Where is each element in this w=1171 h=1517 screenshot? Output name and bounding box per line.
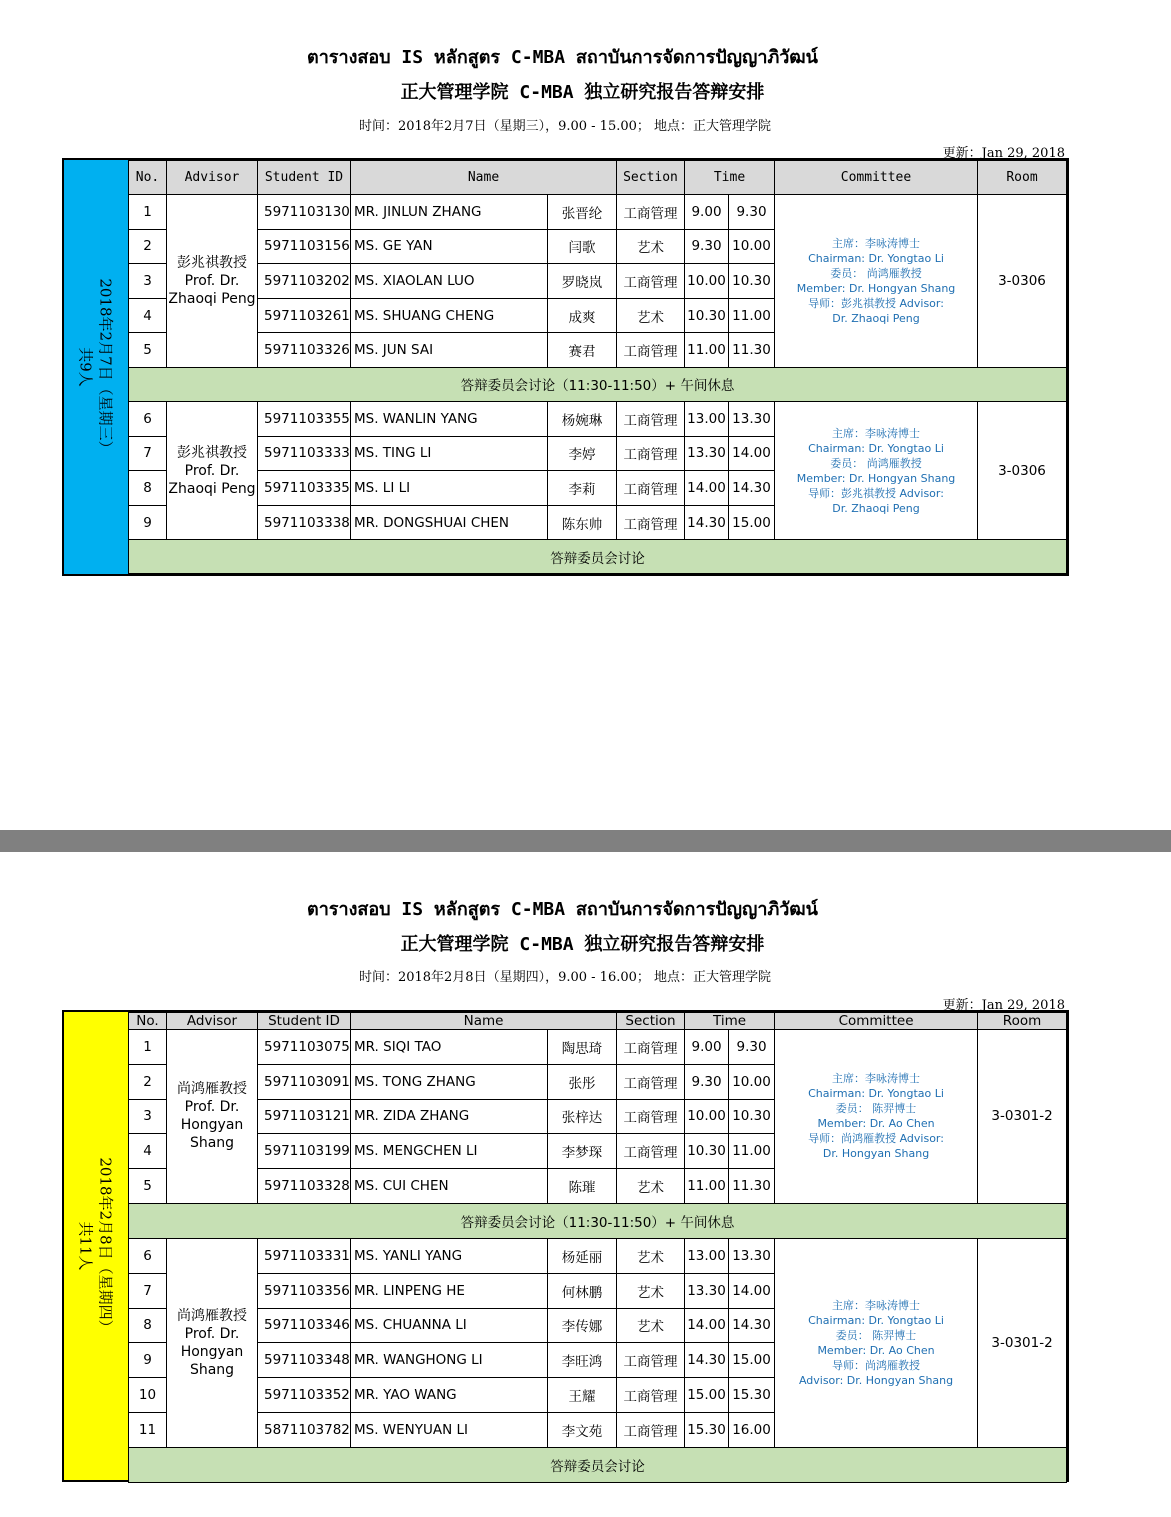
student-chinese-name: 何林鹏 [548, 1273, 617, 1308]
student-id: 5971103121 [258, 1099, 351, 1134]
student-name: MS. CUI CHEN [351, 1169, 548, 1204]
page-title-chinese: 正大管理学院 C-MBA 独立研究报告答辩安排 [400, 82, 765, 103]
header-section: Section [617, 161, 685, 195]
student-id: 5971103356 [258, 1273, 351, 1308]
break-row [129, 367, 1067, 401]
row-number: 9 [129, 505, 167, 540]
date-band [64, 1012, 128, 1480]
time-start: 14.30 [685, 1343, 729, 1378]
header-no: No. [129, 1013, 167, 1030]
student-chinese-name: 李莉 [548, 471, 617, 506]
time-end: 15.00 [729, 505, 775, 540]
student-name: MR. ZIDA ZHANG [351, 1099, 548, 1134]
student-chinese-name: 李文苑 [548, 1412, 617, 1447]
date-band-count: 共11人 [77, 1221, 96, 1271]
header-student-id: Student ID [258, 1013, 351, 1030]
advisor-cell: 彭兆祺教授 Prof. Dr. Zhaoqi Peng [167, 195, 258, 368]
student-name: MS. WENYUAN LI [351, 1412, 548, 1447]
student-chinese-name: 赛君 [548, 333, 617, 368]
row-number: 3 [129, 1099, 167, 1134]
time-start: 13.00 [685, 401, 729, 436]
page-subtitle: 时间：2018年2月7日（星期三），9.00 - 15.00； 地点：正大管理学院 [358, 119, 772, 134]
header-advisor: Advisor [167, 1013, 258, 1030]
student-id: 5971103326 [258, 333, 351, 368]
student-id: 5971103328 [258, 1169, 351, 1204]
student-chinese-name: 杨延丽 [548, 1238, 617, 1273]
header-name: Name [351, 161, 617, 195]
committee-cell: 主席：李咏涛博士 Chairman: Dr. Yongtao Li 委员： 陈羿博士 Member: Dr. Ao Chen 导师：尚鸿雁教授 Advisor: Dr. Hongyan Shang [775, 1238, 978, 1447]
student-chinese-name: 李婷 [548, 436, 617, 471]
row-number: 2 [129, 1064, 167, 1099]
student-id: 5971103202 [258, 264, 351, 299]
time-start: 10.30 [685, 298, 729, 333]
student-id: 5971103333 [258, 436, 351, 471]
header-time: Time [685, 1013, 775, 1030]
time-start: 10.00 [685, 1099, 729, 1134]
advisor-cell: 彭兆祺教授 Prof. Dr. Zhaoqi Peng [167, 401, 258, 539]
section: 工商管理 [617, 333, 685, 368]
table-row [129, 195, 1067, 230]
student-name: MR. SIQI TAO [351, 1030, 548, 1065]
time-end: 16.00 [729, 1412, 775, 1447]
schedule-table-frame [62, 158, 1069, 576]
student-id: 5971103348 [258, 1343, 351, 1378]
schedule-table [128, 1012, 1067, 1483]
student-id: 5971103261 [258, 298, 351, 333]
date-band-date: 2018年2月7日（星期三） [97, 278, 116, 456]
student-name: MR. DONGSHUAI CHEN [351, 505, 548, 540]
room-cell: 3-0301-2 [978, 1030, 1067, 1204]
page-subtitle: 时间：2018年2月8日（星期四），9.00 - 16.00； 地点：正大管理学院 [358, 970, 772, 985]
student-name: MS. TING LI [351, 436, 548, 471]
student-chinese-name: 王耀 [548, 1378, 617, 1413]
committee-cell: 主席：李咏涛博士 Chairman: Dr. Yongtao Li 委员： 陈羿博士 Member: Dr. Ao Chen 导师：尚鸿雁教授 Advisor: Dr. Hongyan Shang [775, 1030, 978, 1204]
advisor-cell: 尚鸿雁教授 Prof. Dr. Hongyan Shang [167, 1030, 258, 1204]
time-end: 11.30 [729, 333, 775, 368]
time-end: 15.30 [729, 1378, 775, 1413]
time-start: 11.00 [685, 333, 729, 368]
section: 工商管理 [617, 505, 685, 540]
time-end: 13.30 [729, 401, 775, 436]
table-row [129, 1238, 1067, 1273]
student-id: 5971103346 [258, 1308, 351, 1343]
student-name: MS. LI LI [351, 471, 548, 506]
advisor-cell: 尚鸿雁教授 Prof. Dr. Hongyan Shang [167, 1238, 258, 1447]
header-name: Name [351, 1013, 617, 1030]
row-number: 2 [129, 229, 167, 264]
time-end: 9.30 [729, 195, 775, 230]
time-end: 10.30 [729, 1099, 775, 1134]
time-end: 10.00 [729, 229, 775, 264]
break-label: 答辩委员会讨论（11:30-11:50）+ 午间休息 [129, 367, 1067, 401]
section: 艺术 [617, 1308, 685, 1343]
student-name: MS. TONG ZHANG [351, 1064, 548, 1099]
page-separator [0, 830, 1171, 852]
row-number: 1 [129, 195, 167, 230]
student-id: 5971103130 [258, 195, 351, 230]
time-start: 13.30 [685, 436, 729, 471]
row-number: 5 [129, 333, 167, 368]
student-id: 5971103199 [258, 1134, 351, 1169]
section: 工商管理 [617, 1343, 685, 1378]
student-name: MS. CHUANNA LI [351, 1308, 548, 1343]
time-start: 14.30 [685, 505, 729, 540]
section: 工商管理 [617, 195, 685, 230]
time-start: 9.30 [685, 229, 729, 264]
section: 艺术 [617, 1238, 685, 1273]
student-chinese-name: 陈璀 [548, 1169, 617, 1204]
student-name: MR. WANGHONG LI [351, 1343, 548, 1378]
header-no: No. [129, 161, 167, 195]
row-number: 4 [129, 1134, 167, 1169]
section: 工商管理 [617, 401, 685, 436]
header-committee: Committee [775, 1013, 978, 1030]
break-label: 答辩委员会讨论（11:30-11:50）+ 午间休息 [129, 1203, 1067, 1238]
section: 艺术 [617, 1169, 685, 1204]
section: 工商管理 [617, 1030, 685, 1065]
time-start: 15.00 [685, 1378, 729, 1413]
date-band-count: 共9人 [77, 347, 96, 387]
header-committee: Committee [775, 161, 978, 195]
row-number: 8 [129, 1308, 167, 1343]
student-chinese-name: 罗晓岚 [548, 264, 617, 299]
time-end: 10.30 [729, 264, 775, 299]
row-number: 11 [129, 1412, 167, 1447]
student-chinese-name: 张梓达 [548, 1099, 617, 1134]
schedule-table-frame [62, 1010, 1069, 1482]
student-chinese-name: 杨婉琳 [548, 401, 617, 436]
student-id: 5971103075 [258, 1030, 351, 1065]
student-name: MS. XIAOLAN LUO [351, 264, 548, 299]
updated-date: 更新：Jan 29, 2018 [942, 998, 1065, 1013]
row-number: 8 [129, 471, 167, 506]
room-cell: 3-0301-2 [978, 1238, 1067, 1447]
time-end: 9.30 [729, 1030, 775, 1065]
row-number: 6 [129, 1238, 167, 1273]
date-band-text [76, 278, 116, 455]
student-id: 5871103782 [258, 1412, 351, 1447]
student-id: 5971103335 [258, 471, 351, 506]
section: 工商管理 [617, 1134, 685, 1169]
student-chinese-name: 陈东帅 [548, 505, 617, 540]
break-label: 答辩委员会讨论 [129, 540, 1067, 574]
time-end: 11.30 [729, 1169, 775, 1204]
time-end: 11.00 [729, 1134, 775, 1169]
time-start: 13.00 [685, 1238, 729, 1273]
student-id: 5971103352 [258, 1378, 351, 1413]
time-start: 14.00 [685, 1308, 729, 1343]
header-section: Section [617, 1013, 685, 1030]
student-name: MS. MENGCHEN LI [351, 1134, 548, 1169]
date-band-text [76, 1157, 116, 1334]
schedule-table [128, 160, 1067, 574]
updated-date: 更新：Jan 29, 2018 [942, 146, 1065, 161]
student-chinese-name: 李梦琛 [548, 1134, 617, 1169]
section: 工商管理 [617, 436, 685, 471]
section: 工商管理 [617, 1412, 685, 1447]
student-id: 5971103338 [258, 505, 351, 540]
page-title-chinese: 正大管理学院 C-MBA 独立研究报告答辩安排 [400, 934, 765, 955]
committee-cell: 主席：李咏涛博士 Chairman: Dr. Yongtao Li 委员： 尚鸿雁教授 Member: Dr. Hongyan Shang 导师：彭兆祺教授 Advisor: Dr. Zhaoqi Peng [775, 401, 978, 539]
time-start: 11.00 [685, 1169, 729, 1204]
time-end: 11.00 [729, 298, 775, 333]
committee-cell: 主席：李咏涛博士 Chairman: Dr. Yongtao Li 委员： 尚鸿雁教授 Member: Dr. Hongyan Shang 导师：彭兆祺教授 Advisor: Dr. Zhaoqi Peng [775, 195, 978, 368]
time-start: 9.00 [685, 195, 729, 230]
table-row [129, 401, 1067, 436]
section: 工商管理 [617, 1099, 685, 1134]
student-chinese-name: 李旺鸿 [548, 1343, 617, 1378]
row-number: 6 [129, 401, 167, 436]
section: 工商管理 [617, 1064, 685, 1099]
time-start: 10.30 [685, 1134, 729, 1169]
row-number: 3 [129, 264, 167, 299]
student-name: MS. GE YAN [351, 229, 548, 264]
student-name: MR. LINPENG HE [351, 1273, 548, 1308]
break-row [129, 1447, 1067, 1482]
row-number: 7 [129, 436, 167, 471]
time-start: 13.30 [685, 1273, 729, 1308]
student-id: 5971103355 [258, 401, 351, 436]
section: 工商管理 [617, 1378, 685, 1413]
header-advisor: Advisor [167, 161, 258, 195]
time-end: 14.30 [729, 1308, 775, 1343]
header-row [129, 1013, 1067, 1030]
break-row [129, 540, 1067, 574]
time-end: 14.30 [729, 471, 775, 506]
student-name: MS. WANLIN YANG [351, 401, 548, 436]
student-name: MS. SHUANG CHENG [351, 298, 548, 333]
time-end: 14.00 [729, 1273, 775, 1308]
table-row [129, 1030, 1067, 1065]
time-start: 14.00 [685, 471, 729, 506]
student-chinese-name: 张彤 [548, 1064, 617, 1099]
page-title-thai: ตารางสอบ IS หลักสูตร C-MBA สถาบันการจัดการปัญญาภิวัฒน์ [307, 47, 818, 68]
student-id: 5971103156 [258, 229, 351, 264]
header-time: Time [685, 161, 775, 195]
header-student-id: Student ID [258, 161, 351, 195]
row-number: 5 [129, 1169, 167, 1204]
date-band [64, 160, 128, 574]
student-id: 5971103091 [258, 1064, 351, 1099]
section: 工商管理 [617, 264, 685, 299]
section: 艺术 [617, 229, 685, 264]
time-end: 13.30 [729, 1238, 775, 1273]
row-number: 10 [129, 1378, 167, 1413]
row-number: 7 [129, 1273, 167, 1308]
student-chinese-name: 张晋纶 [548, 195, 617, 230]
time-start: 10.00 [685, 264, 729, 299]
student-name: MS. YANLI YANG [351, 1238, 548, 1273]
time-start: 9.30 [685, 1064, 729, 1099]
student-chinese-name: 闫歌 [548, 229, 617, 264]
break-label: 答辩委员会讨论 [129, 1447, 1067, 1482]
time-start: 9.00 [685, 1030, 729, 1065]
student-chinese-name: 陶思琦 [548, 1030, 617, 1065]
header-room: Room [978, 1013, 1067, 1030]
row-number: 4 [129, 298, 167, 333]
date-band-date: 2018年2月8日（星期四） [97, 1157, 116, 1335]
room-cell: 3-0306 [978, 401, 1067, 539]
section: 艺术 [617, 298, 685, 333]
time-end: 15.00 [729, 1343, 775, 1378]
time-end: 10.00 [729, 1064, 775, 1099]
header-row [129, 161, 1067, 195]
student-id: 5971103331 [258, 1238, 351, 1273]
student-name: MS. JUN SAI [351, 333, 548, 368]
section: 工商管理 [617, 471, 685, 506]
room-cell: 3-0306 [978, 195, 1067, 368]
row-number: 9 [129, 1343, 167, 1378]
student-name: MR. YAO WANG [351, 1378, 548, 1413]
section: 艺术 [617, 1273, 685, 1308]
header-room: Room [978, 161, 1067, 195]
schedule-page-2 [0, 852, 1171, 1517]
student-name: MR. JINLUN ZHANG [351, 195, 548, 230]
row-number: 1 [129, 1030, 167, 1065]
student-chinese-name: 成爽 [548, 298, 617, 333]
page-title-thai: ตารางสอบ IS หลักสูตร C-MBA สถาบันการจัดการปัญญาภิวัฒน์ [307, 899, 818, 920]
time-end: 14.00 [729, 436, 775, 471]
break-row [129, 1203, 1067, 1238]
time-start: 15.30 [685, 1412, 729, 1447]
student-chinese-name: 李传娜 [548, 1308, 617, 1343]
